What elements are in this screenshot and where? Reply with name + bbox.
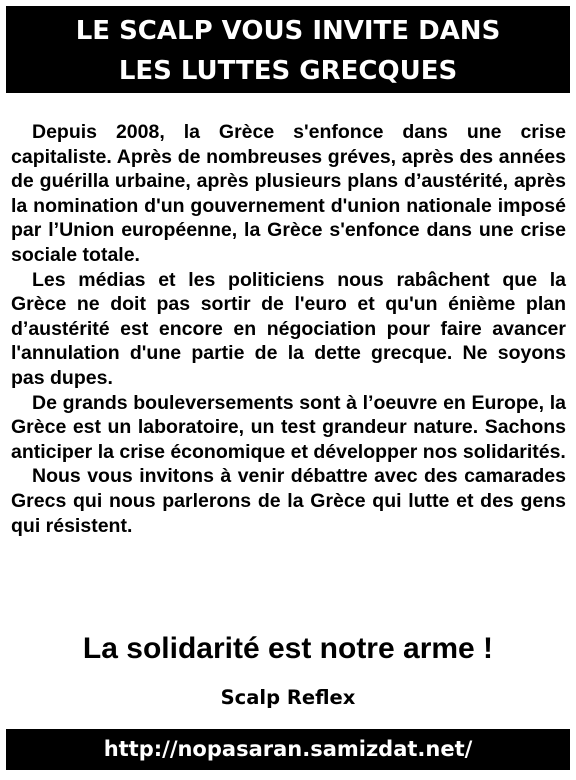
signature: Scalp Reflex [220,686,356,709]
footer-banner [6,729,570,770]
header-title-line-2: LES LUTTES GRECQUES [118,56,458,86]
paragraph-3: De grands bouleversements sont à l’oeuvre en Europe, la Grèce est un laboratoire, un test grandeur nature. Sachons anticiper la crise économique et développer nos solidarités. [11,391,566,463]
header-title-line-1: LE SCALP VOUS INVITE DANS [75,16,501,46]
paragraph-1: Depuis 2008, la Grèce s'enfonce dans une crise capitaliste. Après de nombreuses gréves, après des années de guérilla urbaine, après plusieurs plans d’austérité, après la nomination d'un gouvernement d'union nationale imposé par l’Union européenne, la Grèce s'enfonce dans une crise sociale totale. [11,121,566,266]
footer-url: http://nopasaran.samizdat.net/ [103,737,473,761]
slogan: La solidarité est notre arme ! [82,632,494,665]
body-text [11,120,566,538]
header-banner [6,6,570,93]
paragraph-4: Nous vous invitons à venir débattre avec des camarades Grecs qui nous parlerons de la Grèce qui lutte et des gens qui résistent. [11,465,566,537]
paragraph-2: Les médias et les politiciens nous rabâchent que la Grèce ne doit pas sortir de l'euro et qu'un énième plan d’austérité est encore en négociation pour faire avancer l'annulation d'une partie de la dette grecque. Ne soyons pas dupes. [11,268,566,389]
